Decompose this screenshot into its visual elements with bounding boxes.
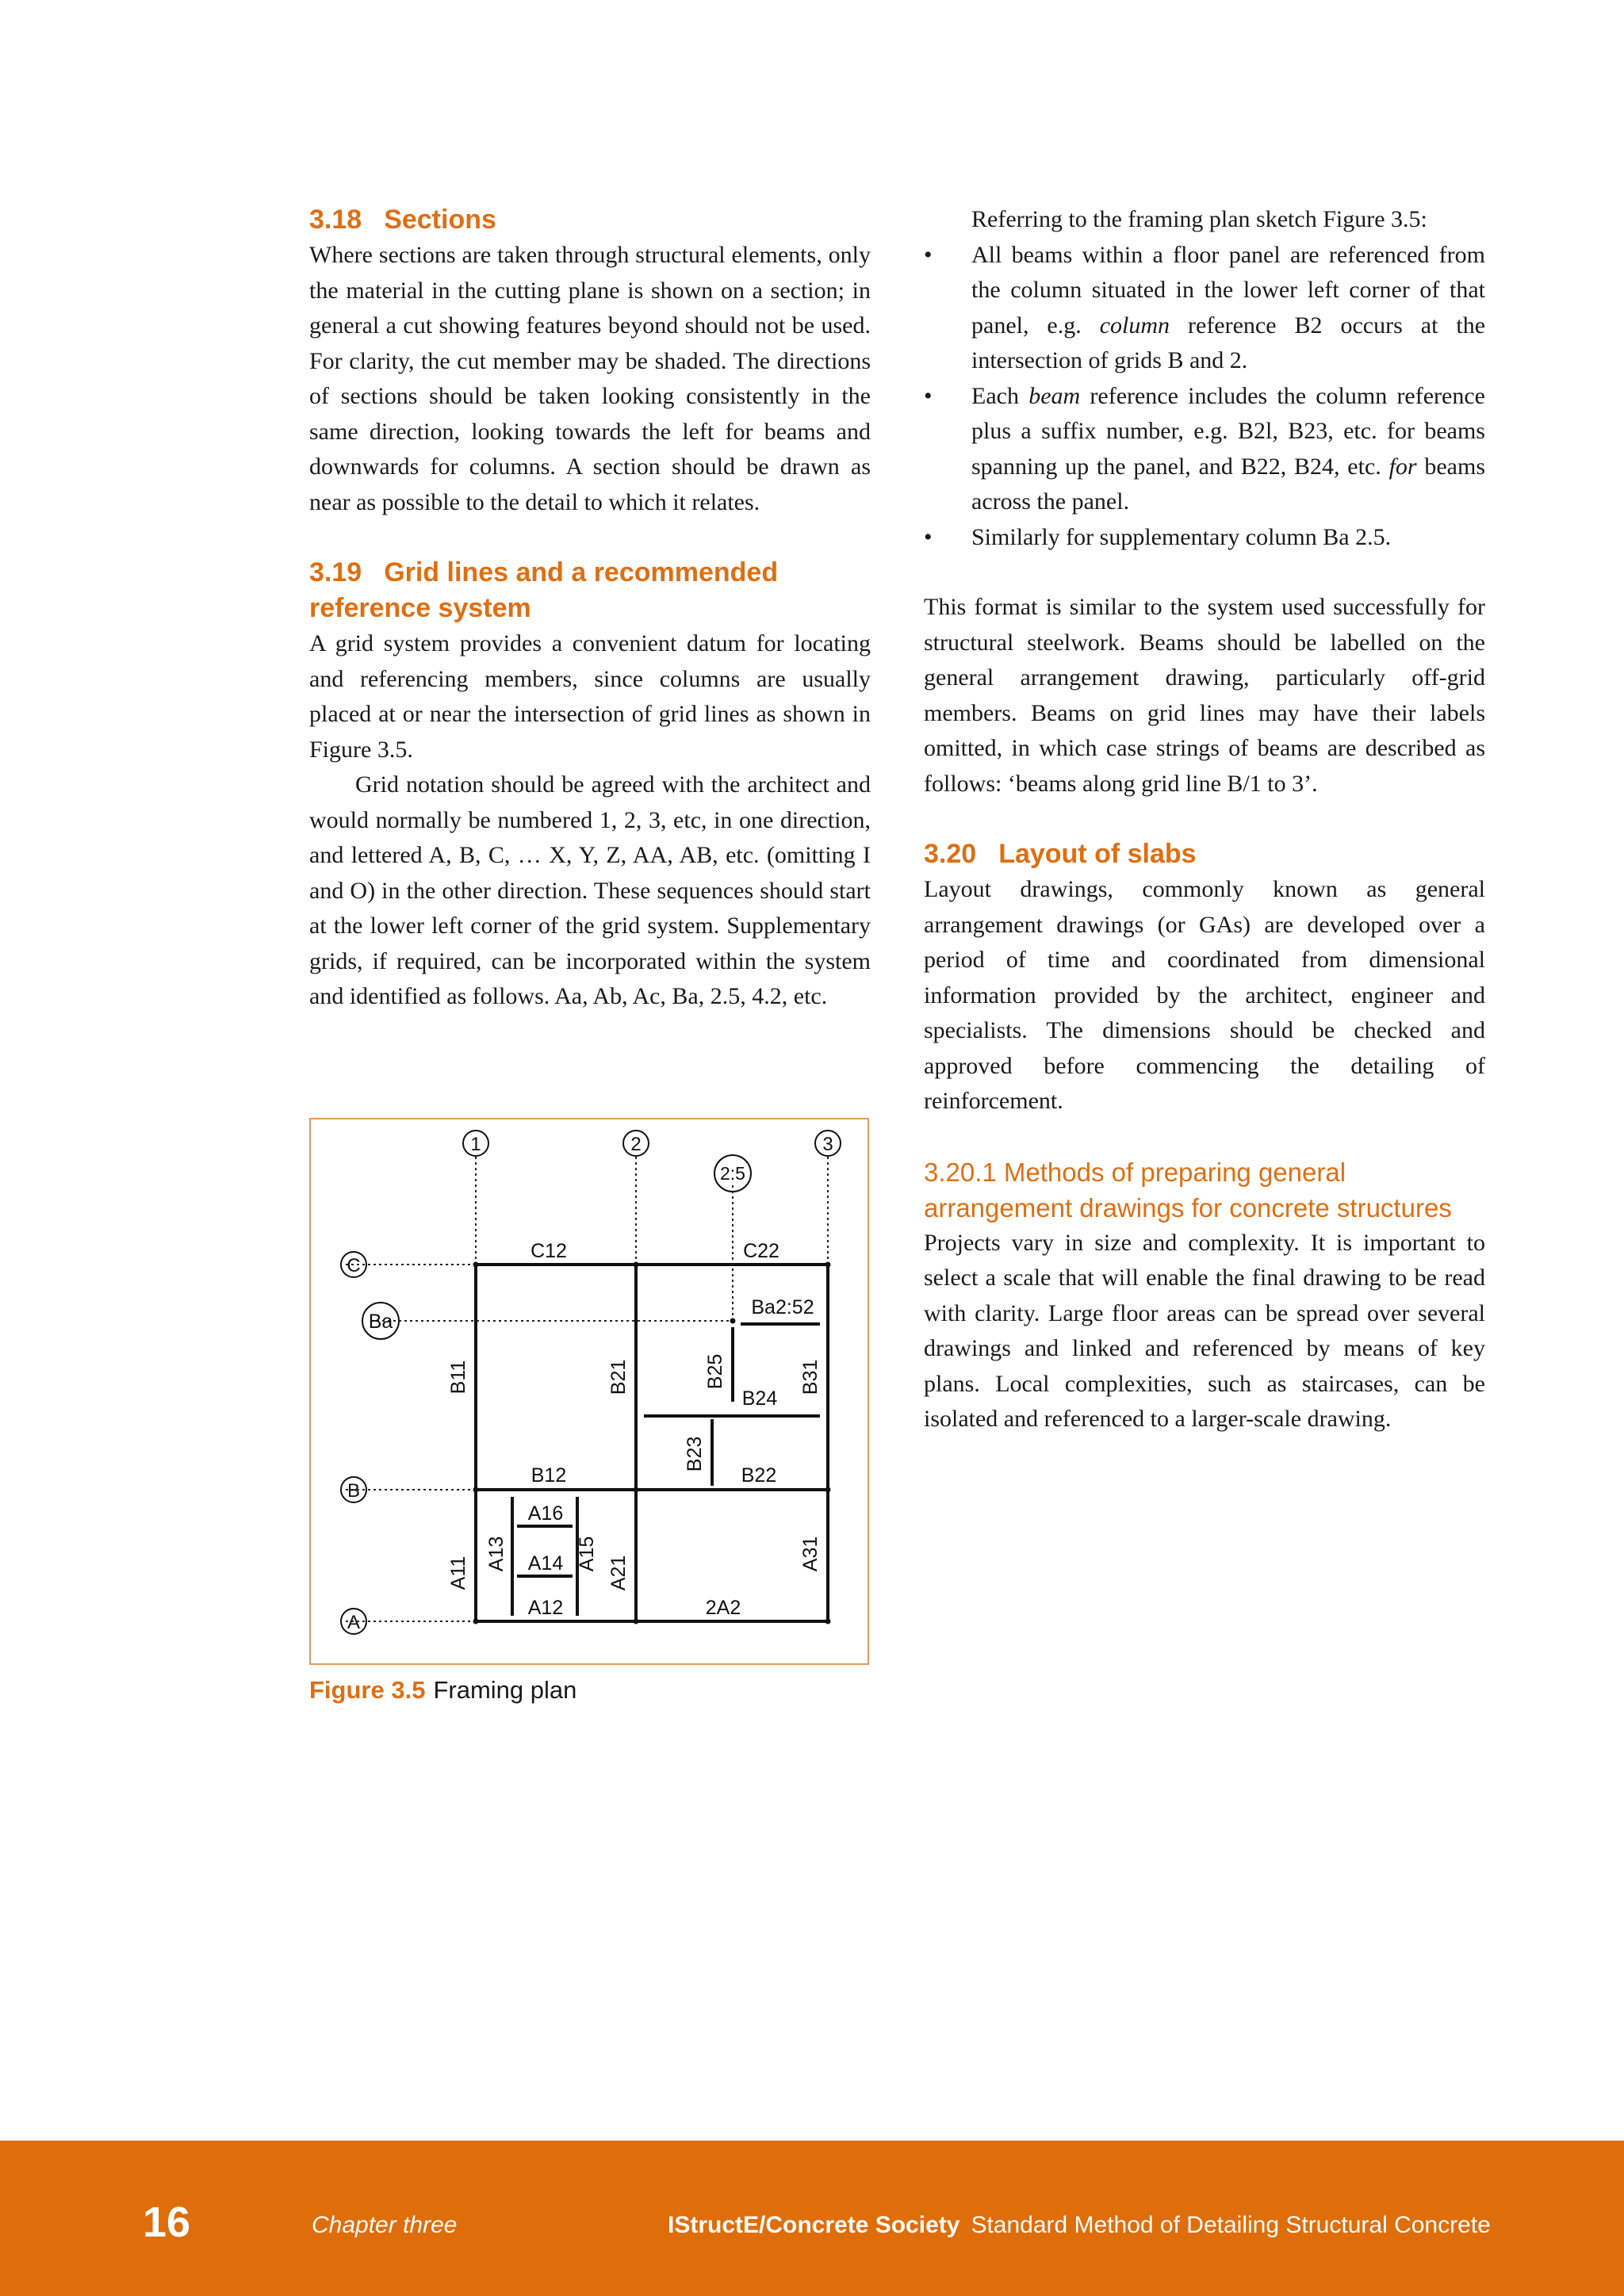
beam-label: B25 xyxy=(704,1353,726,1390)
beam-label: 2A2 xyxy=(705,1597,741,1619)
grid-supplementary-letter: Ba xyxy=(368,1311,393,1333)
beam-label: A15 xyxy=(576,1536,598,1572)
beam-label: A16 xyxy=(527,1502,564,1525)
reference-bullet-list xyxy=(924,238,1485,556)
page-footer xyxy=(0,2141,1624,2296)
grid-number-label: 1 xyxy=(470,1134,481,1155)
section-3-20-heading xyxy=(924,836,1485,872)
publication-title xyxy=(668,2210,1491,2241)
beam-label: A13 xyxy=(485,1536,508,1572)
beam-label: B23 xyxy=(684,1436,706,1472)
beam-label: C22 xyxy=(743,1240,779,1262)
beam-label: A14 xyxy=(527,1552,564,1575)
document-title: Standard Method of Detailing Structural Concrete xyxy=(971,2212,1491,2238)
section-number: 3.19 xyxy=(309,557,362,587)
section-3-19-heading xyxy=(309,555,871,626)
section-3-20-paragraph: Layout drawings, commonly known as general arrangement drawings (or GAs) are developed over a period of time and coordinated from dimensional information provided by the architect, engineer and specialists. The dimensions should be checked and approved before commencing the detailing of reinforcement. xyxy=(924,876,1485,1114)
beam-label: B31 xyxy=(799,1359,822,1395)
bullet-item: • Each beam reference includes the column reference plus a suffix number, e.g. B2l, B23, etc. for beams spanning up the panel, and B22, B24, etc. for beams across the panel. xyxy=(924,379,1485,520)
section-3-20-1-heading: 3.20.1 Methods of preparing general arrangement drawings for concrete structures xyxy=(924,1157,1452,1223)
beam-label: B24 xyxy=(741,1387,778,1410)
section-3-19-paragraph-1: A grid system provides a convenient datum for locating and referencing members, since columns are usually placed at or near the intersection of grid lines as shown in Figure 3.5. xyxy=(309,630,871,763)
section-3-18-heading xyxy=(309,202,871,238)
beam-label: C12 xyxy=(530,1240,567,1262)
grid-number-label: 2 xyxy=(630,1134,642,1155)
chapter-label: Chapter three xyxy=(312,2212,458,2238)
grid-letter-label: B xyxy=(347,1480,361,1502)
section-3-19-paragraph-2: Grid notation should be agreed with the architect and would normally be numbered 1, 2, 3, etc, in one direction, and lettered A, B, C, … X, Y, Z, AA, AB, etc. (omitting I and O) in the other direction. These sequences should start at the lower left corner of the grid system. Supplementary grids, if required, can be incorporated within the system and identified as follows. Aa, Ab, Ac, Ba, 2.5, 4.2, etc. xyxy=(309,771,871,1009)
beam-label: B12 xyxy=(530,1464,567,1487)
framing-plan-figure xyxy=(309,1118,869,1665)
figure-caption-text: Framing plan xyxy=(433,1676,577,1704)
bullet-item: • Similarly for supplementary column Ba 2.5. xyxy=(924,520,1485,556)
section-title: Layout of slabs xyxy=(998,839,1197,869)
section-3-20-1-paragraph: Projects vary in size and complexity. It is important to select a scale that will enable the final drawing to be read with clarity. Large floor areas can be spread over several drawings and linked and referenced by means of key plans. Local complexities, such as staircases, can be isolated and referenced to a larger-scale drawing. xyxy=(924,1229,1485,1432)
beam-label: A11 xyxy=(447,1556,469,1590)
beam-label: Ba2:52 xyxy=(751,1296,814,1318)
beam-label: B22 xyxy=(741,1464,777,1487)
beam-label: A12 xyxy=(527,1597,564,1619)
section-title: Sections xyxy=(384,205,496,235)
beam-label: B11 xyxy=(447,1360,469,1395)
grid-letter-label: A xyxy=(347,1612,361,1633)
beam-label: A31 xyxy=(799,1536,822,1572)
page-number: 16 xyxy=(143,2198,191,2246)
grid-number-label: 3 xyxy=(822,1134,833,1155)
figure-caption-label: Figure 3.5 xyxy=(309,1676,426,1704)
grid-letter-label: C xyxy=(347,1255,361,1276)
beam-label: B21 xyxy=(607,1359,630,1395)
framing-plan-intro: Referring to the framing plan sketch Figure 3.5: xyxy=(971,206,1427,232)
section-title: Grid lines and a recommended reference system xyxy=(309,557,779,623)
bullet-item: • All beams within a floor panel are referenced from the column situated in the lower left corner of that panel, e.g. column reference B2 occurs at the intersection of grids B and 2. xyxy=(924,238,1485,379)
section-3-18-paragraph: Where sections are taken through structural elements, only the material in the cutting plane is shown on a section; in general a cut showing features beyond should not be used. For clarity, the cut member may be shaded. The directions of sections should be taken looking consistently in the same direction, looking towards the left for beams and downwards for columns. A section should be drawn as near as possible to the detail to which it relates. xyxy=(309,242,871,515)
left-column xyxy=(309,202,871,1015)
section-number: 3.18 xyxy=(309,205,362,235)
section-number: 3.20 xyxy=(924,839,977,869)
beam-label: A21 xyxy=(607,1555,630,1591)
publisher-name: IStructE/Concrete Society xyxy=(668,2212,960,2238)
format-paragraph: This format is similar to the system used successfully for structural steelwork. Beams should be labelled on the general arrangement drawing, particularly off-grid members. Beams on grid lines may have their labels omitted, in which case strings of beams are described as follows: ‘beams along grid line B/1 to 3’. xyxy=(924,594,1485,797)
grid-supplementary-number: 2:5 xyxy=(720,1163,745,1184)
figure-caption xyxy=(309,1674,576,1706)
right-column xyxy=(924,202,1485,1437)
framing-plan-diagram xyxy=(311,1119,871,1667)
